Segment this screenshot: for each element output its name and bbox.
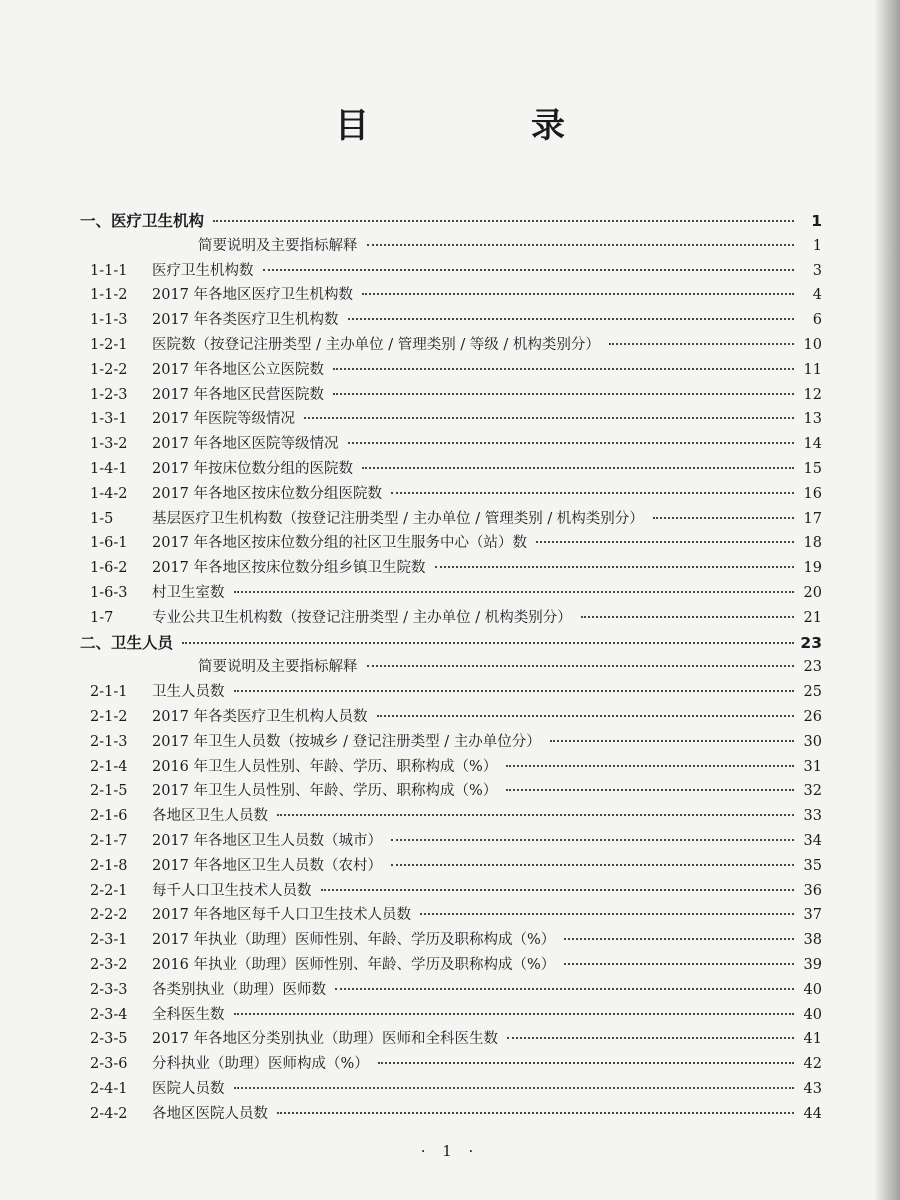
dot-leader: [277, 1112, 794, 1114]
toc-entry-title: 2017 年各地区按床位数分组乡镇卫生院数: [152, 560, 426, 577]
dot-leader: [391, 492, 794, 494]
toc-page-number: 23: [800, 633, 822, 652]
toc-page-number: 39: [803, 956, 822, 973]
toc-entry-code: 1-2-1: [90, 336, 128, 353]
dot-leader: [234, 1087, 795, 1089]
toc-page-number: 37: [803, 907, 822, 924]
toc-entry-title: 2017 年执业（助理）医师性别、年龄、学历及职称构成（%）: [152, 932, 556, 949]
toc-note-row[interactable]: [80, 655, 822, 680]
toc-entry-title: 2017 年各类医疗卫生机构人员数: [152, 708, 368, 725]
dot-leader: [213, 220, 794, 222]
dot-leader: [653, 517, 794, 519]
toc-entry-code: 1-2-2: [90, 361, 128, 378]
toc-page-number: 15: [803, 460, 822, 477]
toc-entry-code: 2-1-1: [90, 684, 128, 701]
toc-entry-title: 卫生人员数: [152, 684, 225, 701]
toc-entry-row[interactable]: [80, 407, 822, 432]
toc-entry-title: 医疗卫生机构: [111, 212, 205, 230]
toc-entry-code: 1-6-1: [90, 535, 128, 552]
page-number: · 1 ·: [420, 1142, 480, 1160]
toc-page-number: 18: [803, 535, 822, 552]
dot-leader: [420, 913, 794, 915]
toc-entry-title: 医院数（按登记注册类型 / 主办单位 / 管理类别 / 等级 / 机构类别分）: [152, 336, 600, 353]
toc-entry-title: 2017 年各地区民营医院数: [152, 386, 325, 403]
dot-leader: [362, 293, 794, 295]
toc-page-number: 19: [803, 560, 822, 577]
dot-leader: [506, 765, 794, 767]
toc-page-number: 44: [803, 1105, 822, 1122]
dot-leader: [348, 318, 794, 320]
dot-leader: [263, 269, 795, 271]
dot-leader: [234, 690, 795, 692]
toc-entry-row[interactable]: [80, 432, 822, 457]
toc-entry-title: 2017 年各地区每千人口卫生技术人员数: [152, 907, 412, 924]
toc-page-number: 13: [803, 411, 822, 428]
toc-entry-row[interactable]: [80, 705, 822, 730]
toc-entry-title: 基层医疗卫生机构数（按登记注册类型 / 主办单位 / 管理类别 / 机构类别分）: [152, 510, 644, 527]
dot-leader: [182, 642, 794, 644]
toc-entry-row[interactable]: [80, 482, 822, 507]
toc-entry-row[interactable]: [80, 928, 822, 953]
toc-entry-row[interactable]: [80, 730, 822, 755]
toc-entry-code: 1-4-1: [90, 460, 128, 477]
toc-entry-code: 1-3-1: [90, 411, 128, 428]
toc-entry-title: 全科医生数: [152, 1006, 225, 1023]
toc-page-number: 6: [812, 312, 822, 329]
dot-leader: [391, 864, 794, 866]
toc-entry-title: 2017 年各地区医疗卫生机构数: [152, 287, 354, 304]
toc-entry-row[interactable]: [80, 779, 822, 804]
toc-entry-title: 简要说明及主要指标解释: [198, 237, 358, 254]
toc-entry-row[interactable]: [80, 1077, 822, 1102]
toc-entry-row[interactable]: [80, 879, 822, 904]
dot-leader: [609, 343, 794, 345]
dot-leader: [367, 244, 795, 246]
toc-entry-row[interactable]: [80, 829, 822, 854]
toc-page-number: 38: [803, 932, 822, 949]
toc-entry-code: 2-4-1: [90, 1080, 128, 1097]
toc-section-row[interactable]: [80, 209, 822, 234]
toc-note-row[interactable]: [80, 234, 822, 259]
toc-section-row[interactable]: [80, 631, 822, 656]
toc-entry-row[interactable]: [80, 581, 822, 606]
toc-page-number: 20: [803, 584, 822, 601]
toc-entry-row[interactable]: [80, 556, 822, 581]
toc-entry-code: 1-7: [90, 609, 114, 626]
toc-page-number: 17: [803, 510, 822, 527]
toc-page-number: 1: [811, 212, 822, 230]
dot-leader: [304, 417, 794, 419]
toc-page-number: 26: [803, 708, 822, 725]
toc-page-number: 25: [803, 684, 822, 701]
toc-entry-code: 2-1-3: [90, 733, 128, 750]
dot-leader: [321, 889, 795, 891]
toc-entry-title: 各地区卫生人员数: [152, 808, 268, 825]
toc-entry-title: 各类别执业（助理）医师数: [152, 981, 326, 998]
toc-entry-code: 2-3-4: [90, 1006, 128, 1023]
toc-page-number: 36: [803, 882, 822, 899]
toc-page-number: 21: [803, 609, 822, 626]
page-title: 目 录: [335, 106, 629, 146]
toc-page-number: 31: [803, 758, 822, 775]
toc-entry-row[interactable]: [80, 457, 822, 482]
toc-entry-title: 2017 年各类医疗卫生机构数: [152, 312, 339, 329]
dot-leader: [234, 1013, 795, 1015]
dot-leader: [550, 740, 794, 742]
toc-page-number: 35: [803, 857, 822, 874]
toc-entry-row[interactable]: [80, 283, 822, 308]
toc-page-number: 30: [803, 733, 822, 750]
toc-entry-title: 2017 年各地区按床位数分组的社区卫生服务中心（站）数: [152, 535, 528, 552]
dot-leader: [377, 715, 794, 717]
toc-entry-title: 2017 年各地区分类别执业（助理）医师和全科医生数: [152, 1031, 499, 1048]
toc-entry-code: 2-1-2: [90, 708, 128, 725]
dot-leader: [335, 988, 794, 990]
toc-entry-code: 2-3-2: [90, 956, 128, 973]
toc-entry-code: 2-2-1: [90, 882, 128, 899]
toc-entry-code: 2-1-7: [90, 832, 128, 849]
toc-entry-code: 1-2-3: [90, 386, 128, 403]
toc-entry-title: 卫生人员: [111, 633, 174, 652]
dot-leader: [435, 566, 794, 568]
toc-page-number: 32: [803, 783, 822, 800]
toc-entry-row[interactable]: [80, 259, 822, 284]
toc-entry-code: 2-4-2: [90, 1105, 128, 1122]
toc-entry-title: 2017 年按床位数分组的医院数: [152, 460, 354, 477]
toc-entry-code: 二、: [80, 633, 112, 652]
toc-page-number: 10: [803, 336, 822, 353]
toc-entry-title: 各地区医院人员数: [152, 1105, 268, 1122]
toc-entry-row[interactable]: [80, 358, 822, 383]
toc-entry-code: 2-3-6: [90, 1056, 128, 1073]
toc-page-number: 3: [812, 262, 822, 279]
toc-entry-code: 1-6-3: [90, 584, 128, 601]
toc-entry-row[interactable]: [80, 755, 822, 780]
toc-entry-row[interactable]: [80, 953, 822, 978]
toc-entry-title: 简要说明及主要指标解释: [198, 659, 358, 676]
toc-page-number: 23: [803, 659, 822, 676]
toc-page-number: 40: [803, 981, 822, 998]
toc-entry-title: 2017 年各地区公立医院数: [152, 361, 325, 378]
table-of-contents: [80, 209, 822, 1126]
toc-entry-row[interactable]: [80, 854, 822, 879]
toc-entry-code: 2-3-1: [90, 932, 128, 949]
toc-entry-title: 2017 年各地区卫生人员数（城市）: [152, 832, 383, 849]
toc-entry-code: 1-5: [90, 510, 114, 527]
toc-entry-row[interactable]: [80, 1027, 822, 1052]
toc-entry-code: 1-1-1: [90, 262, 128, 279]
toc-entry-row[interactable]: [80, 903, 822, 928]
toc-entry-code: 1-1-3: [90, 312, 128, 329]
toc-entry-title: 2016 年卫生人员性别、年龄、学历、职称构成（%）: [152, 758, 498, 775]
dot-leader: [506, 789, 794, 791]
toc-entry-row[interactable]: [80, 333, 822, 358]
toc-entry-row[interactable]: [80, 1003, 822, 1028]
toc-entry-title: 2016 年执业（助理）医师性别、年龄、学历及职称构成（%）: [152, 956, 556, 973]
dot-leader: [234, 591, 795, 593]
toc-page-number: 34: [803, 832, 822, 849]
dot-leader: [333, 393, 794, 395]
toc-entry-code: 1-6-2: [90, 560, 128, 577]
toc-page-number: 14: [803, 436, 822, 453]
dot-leader: [333, 368, 794, 370]
toc-entry-code: 2-1-5: [90, 783, 128, 800]
toc-entry-code: 2-1-8: [90, 857, 128, 874]
toc-page-number: 43: [803, 1080, 822, 1097]
toc-entry-title: 2017 年各地区卫生人员数（农村）: [152, 857, 383, 874]
toc-page-number: 16: [803, 485, 822, 502]
toc-entry-row[interactable]: [80, 507, 822, 532]
toc-entry-row[interactable]: [80, 531, 822, 556]
toc-page-number: 42: [803, 1056, 822, 1073]
dot-leader: [564, 938, 794, 940]
toc-entry-row[interactable]: [80, 383, 822, 408]
toc-entry-title: 分科执业（助理）医师构成（%）: [152, 1056, 369, 1073]
toc-entry-code: 2-3-3: [90, 981, 128, 998]
dot-leader: [536, 541, 794, 543]
dot-leader: [564, 963, 794, 965]
toc-entry-code: 一、: [80, 212, 112, 230]
toc-entry-row[interactable]: [80, 804, 822, 829]
dot-leader: [581, 616, 794, 618]
toc-entry-row[interactable]: [80, 978, 822, 1003]
toc-entry-code: 2-1-6: [90, 808, 128, 825]
dot-leader: [391, 839, 794, 841]
toc-entry-row[interactable]: [80, 1102, 822, 1127]
toc-page-number: 11: [803, 361, 822, 378]
toc-entry-title: 专业公共卫生机构数（按登记注册类型 / 主办单位 / 机构类别分）: [152, 609, 572, 626]
toc-entry-title: 每千人口卫生技术人员数: [152, 882, 312, 899]
toc-entry-code: 1-1-2: [90, 287, 128, 304]
toc-entry-title: 医院人员数: [152, 1080, 225, 1097]
toc-entry-code: 1-3-2: [90, 436, 128, 453]
toc-entry-row[interactable]: [80, 606, 822, 631]
toc-entry-title: 医疗卫生机构数: [152, 262, 254, 279]
dot-leader: [367, 665, 795, 667]
toc-entry-title: 2017 年卫生人员数（按城乡 / 登记注册类型 / 主办单位分）: [152, 733, 541, 750]
dot-leader: [277, 814, 794, 816]
toc-entry-title: 村卫生室数: [152, 584, 225, 601]
toc-entry-row[interactable]: [80, 1052, 822, 1077]
toc-page-number: 41: [803, 1031, 822, 1048]
toc-entry-row[interactable]: [80, 308, 822, 333]
toc-entry-title: 2017 年医院等级情况: [152, 411, 296, 428]
toc-entry-code: 1-4-2: [90, 485, 128, 502]
toc-page-number: 40: [803, 1006, 822, 1023]
toc-entry-row[interactable]: [80, 680, 822, 705]
dot-leader: [362, 467, 794, 469]
dot-leader: [348, 442, 794, 444]
toc-page-number: 1: [812, 237, 822, 254]
toc-entry-title: 2017 年各地区按床位数分组医院数: [152, 485, 383, 502]
page-edge-shadow: [874, 0, 900, 1200]
dot-leader: [507, 1037, 794, 1039]
toc-entry-code: 2-2-2: [90, 907, 128, 924]
toc-page-number: 33: [803, 808, 822, 825]
toc-entry-title: 2017 年各地区医院等级情况: [152, 436, 339, 453]
toc-entry-code: 2-3-5: [90, 1031, 128, 1048]
dot-leader: [378, 1062, 794, 1064]
toc-entry-code: 2-1-4: [90, 758, 128, 775]
toc-page-number: 4: [812, 287, 822, 304]
toc-entry-title: 2017 年卫生人员性别、年龄、学历、职称构成（%）: [152, 783, 498, 800]
toc-page-number: 12: [803, 386, 822, 403]
